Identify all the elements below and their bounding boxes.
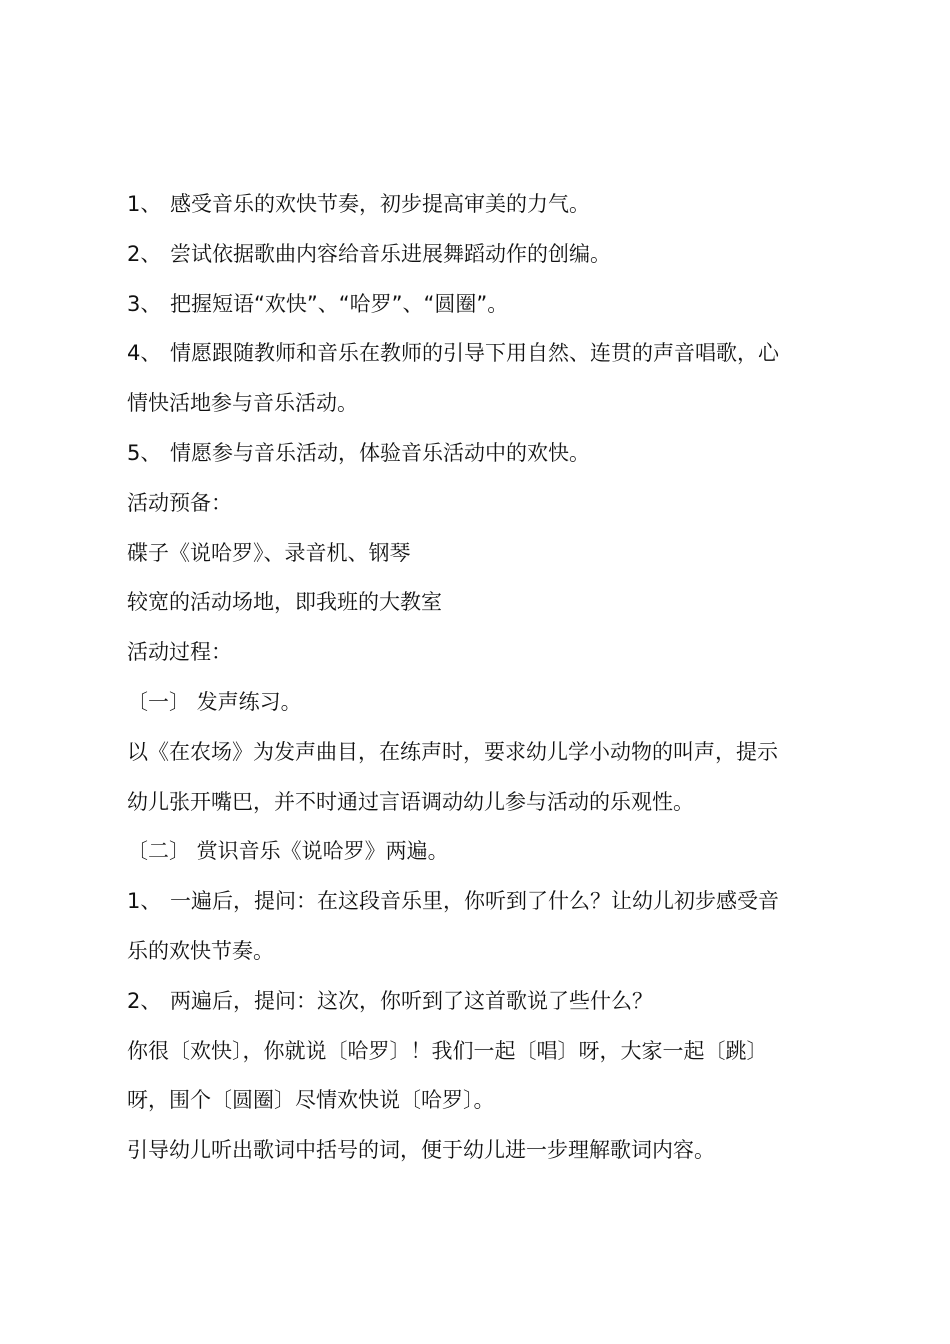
- item-text: 两遍后，提问：这次，你听到了这首歌说了些什么？: [170, 988, 653, 1013]
- goal-text: 感受音乐的欢快节奏，初步提高审美的力气。: [170, 192, 590, 216]
- goal-item-2: [127, 230, 837, 280]
- goal-text: 尝试依据歌曲内容给音乐进展舞蹈动作的创编。: [170, 241, 611, 266]
- item-text: 一遍后，提问：在这段音乐里，你听到了什么？让幼儿初步感受音: [170, 889, 779, 914]
- section-1-paragraph-line-2: 幼儿张开嘴巴，并不时通过言语调动幼儿参与活动的乐观性。: [127, 789, 694, 814]
- prep-item-venue: 较宽的活动场地，即我班的大教室: [127, 590, 442, 615]
- closing-paragraph: 引导幼儿听出歌词中括号的词，便于幼儿进一步理解歌词内容。: [127, 1138, 715, 1163]
- section-2-item-1: [127, 877, 837, 927]
- section-1-title: 〔一〕 发声练习。: [127, 689, 302, 714]
- process-heading: 活动过程：: [127, 640, 232, 665]
- goal-number: 5、: [127, 440, 162, 465]
- section-2-item-1-continuation: 乐的欢快节奏。: [127, 938, 274, 963]
- goal-item-3: [127, 280, 837, 330]
- section-2-item-2: [127, 977, 837, 1027]
- goal-number: 4、: [127, 341, 162, 366]
- lyrics-line-1: 你很〔欢快〕，你就说〔哈罗〕！我们一起〔唱〕呀，大家一起〔跳〕: [127, 1038, 768, 1063]
- prep-item-materials: 碟子《说哈罗》、录音机、钢琴: [127, 540, 411, 565]
- prep-heading: 活动预备：: [127, 490, 232, 515]
- document-body: [127, 180, 837, 1176]
- goal-item-4: [127, 329, 837, 379]
- section-1-paragraph-line-1: 以《在农场》为发声曲目，在练声时，要求幼儿学小动物的叫声，提示: [127, 739, 778, 764]
- item-number: 2、: [127, 988, 162, 1013]
- goal-item-4-continuation: 情快活地参与音乐活动。: [127, 391, 358, 416]
- goal-text: 情愿跟随教师和音乐在教师的引导下用自然、连贯的声音唱歌，心: [170, 341, 779, 366]
- item-number: 1、: [127, 889, 162, 914]
- goal-text: 把握短语“欢快”、“哈罗”、“圆圈”。: [170, 291, 509, 316]
- section-2-title: 〔二〕 赏识音乐《说哈罗》两遍。: [127, 839, 449, 864]
- goal-text: 情愿参与音乐活动，体验音乐活动中的欢快。: [170, 440, 590, 465]
- lyrics-line-2: 呀，围个〔圆圈〕尽情欢快说〔哈罗〕。: [127, 1088, 495, 1113]
- goal-number: 2、: [127, 241, 162, 266]
- goal-item-5: [127, 429, 837, 479]
- goal-item-1: [127, 180, 837, 230]
- goal-number: 3、: [127, 291, 162, 316]
- goal-number: 1、: [127, 192, 162, 216]
